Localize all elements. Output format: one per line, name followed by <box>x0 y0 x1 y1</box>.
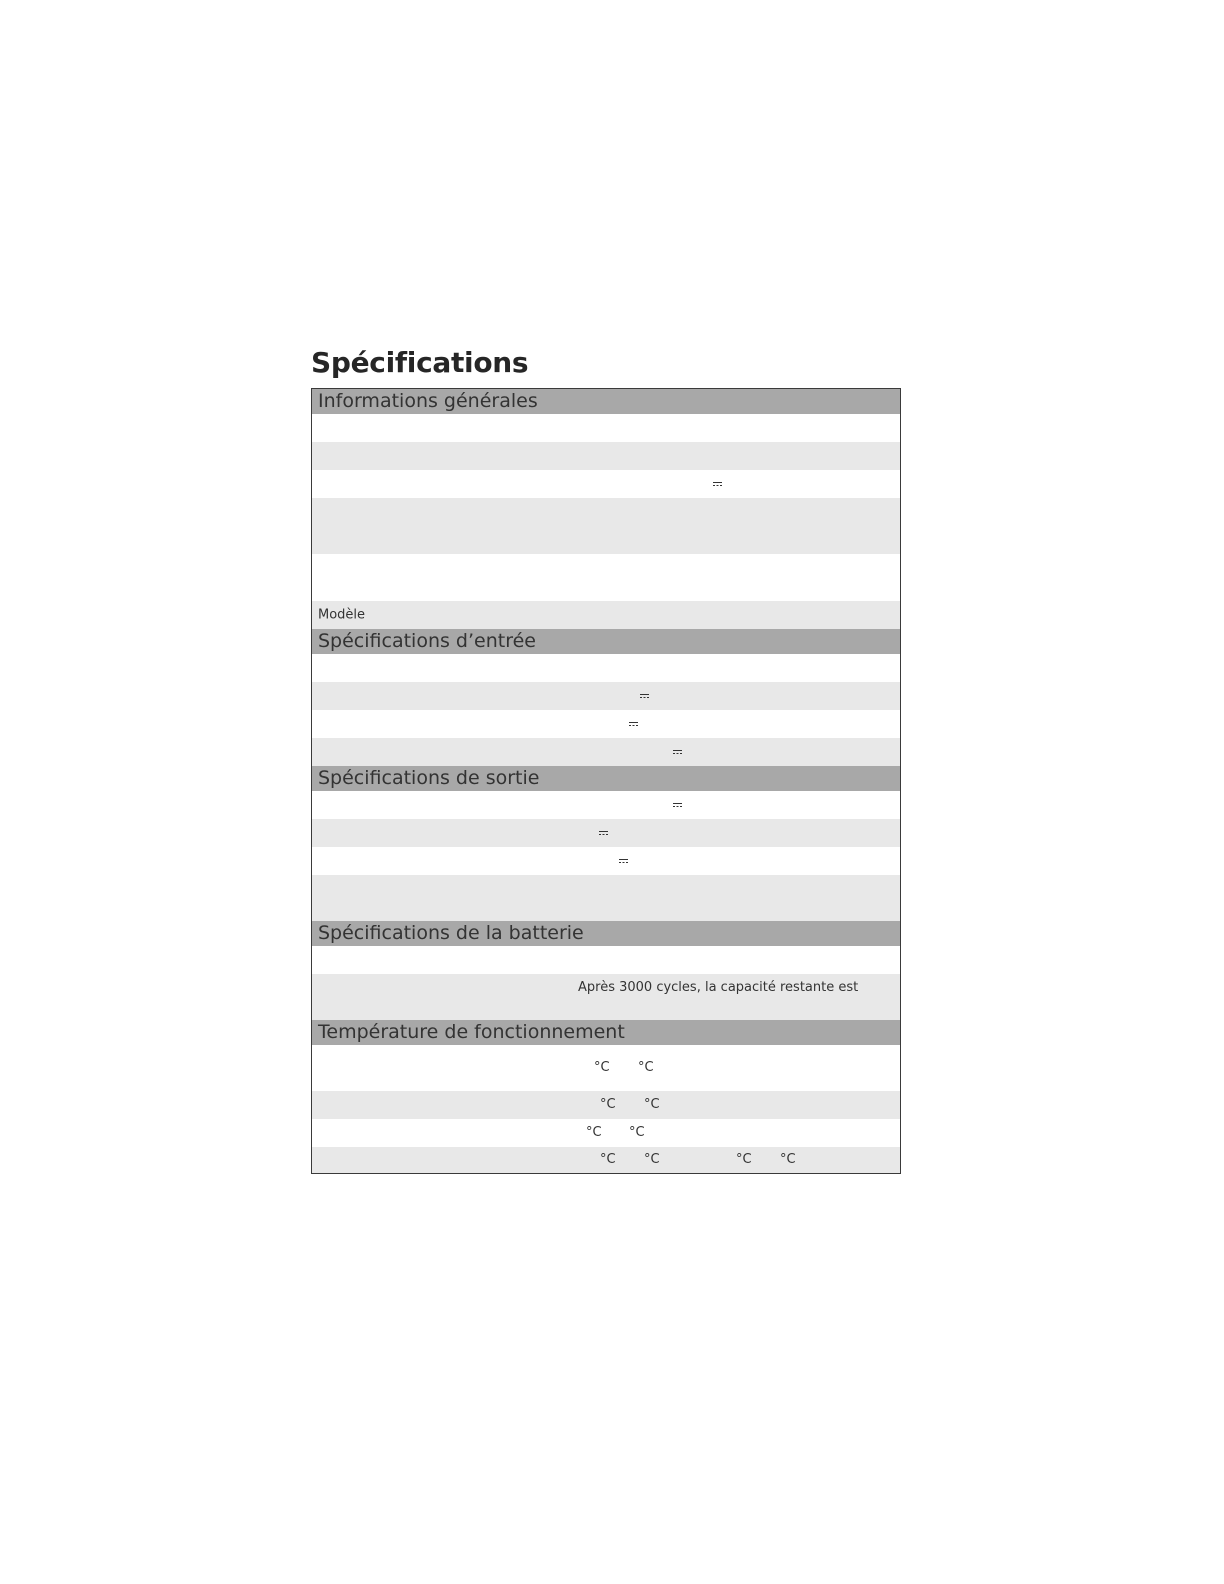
table-row-model <box>312 601 900 629</box>
table-row <box>312 442 900 470</box>
unit-celsius: °C <box>644 1152 660 1167</box>
specifications-table <box>311 388 901 1174</box>
table-row <box>312 847 900 875</box>
battery-cycle-text: Après 3000 cycles, la capacité restante est <box>578 980 859 995</box>
unit-celsius: °C <box>586 1125 602 1140</box>
table-row <box>312 738 900 766</box>
table-row <box>312 1147 900 1173</box>
dc-current-icon <box>599 831 608 836</box>
table-row <box>312 1045 900 1091</box>
section-header-battery: Spécifications de la batterie <box>312 921 900 946</box>
unit-celsius: °C <box>594 1060 610 1075</box>
section-header-input: Spécifications d’entrée <box>312 629 900 654</box>
dc-current-icon <box>619 859 628 864</box>
unit-celsius: °C <box>638 1060 654 1075</box>
table-row-battery-cycles <box>312 974 900 1020</box>
unit-celsius: °C <box>600 1097 616 1112</box>
section-header-output: Spécifications de sortie <box>312 766 900 791</box>
table-row <box>312 791 900 819</box>
section-header-temperature: Température de fonctionnement <box>312 1020 900 1045</box>
table-row <box>312 470 900 498</box>
unit-celsius: °C <box>600 1152 616 1167</box>
table-row <box>312 654 900 682</box>
table-row <box>312 1119 900 1147</box>
dc-current-icon <box>640 694 649 699</box>
table-row <box>312 819 900 847</box>
dc-current-icon <box>673 803 682 808</box>
table-row <box>312 682 900 710</box>
unit-celsius: °C <box>629 1125 645 1140</box>
dc-current-icon <box>673 750 682 755</box>
table-row <box>312 875 900 921</box>
table-row <box>312 946 900 974</box>
unit-celsius: °C <box>644 1097 660 1112</box>
table-row <box>312 1091 900 1119</box>
table-row <box>312 414 900 442</box>
unit-celsius: °C <box>736 1152 752 1167</box>
table-row <box>312 710 900 738</box>
table-row <box>312 498 900 554</box>
table-row <box>312 554 900 601</box>
dc-current-icon <box>629 722 638 727</box>
page-title: Spécifications <box>311 346 529 379</box>
dc-current-icon <box>713 482 722 487</box>
unit-celsius: °C <box>780 1152 796 1167</box>
section-header-general: Informations générales <box>312 389 900 414</box>
model-label: Modèle <box>318 607 366 623</box>
